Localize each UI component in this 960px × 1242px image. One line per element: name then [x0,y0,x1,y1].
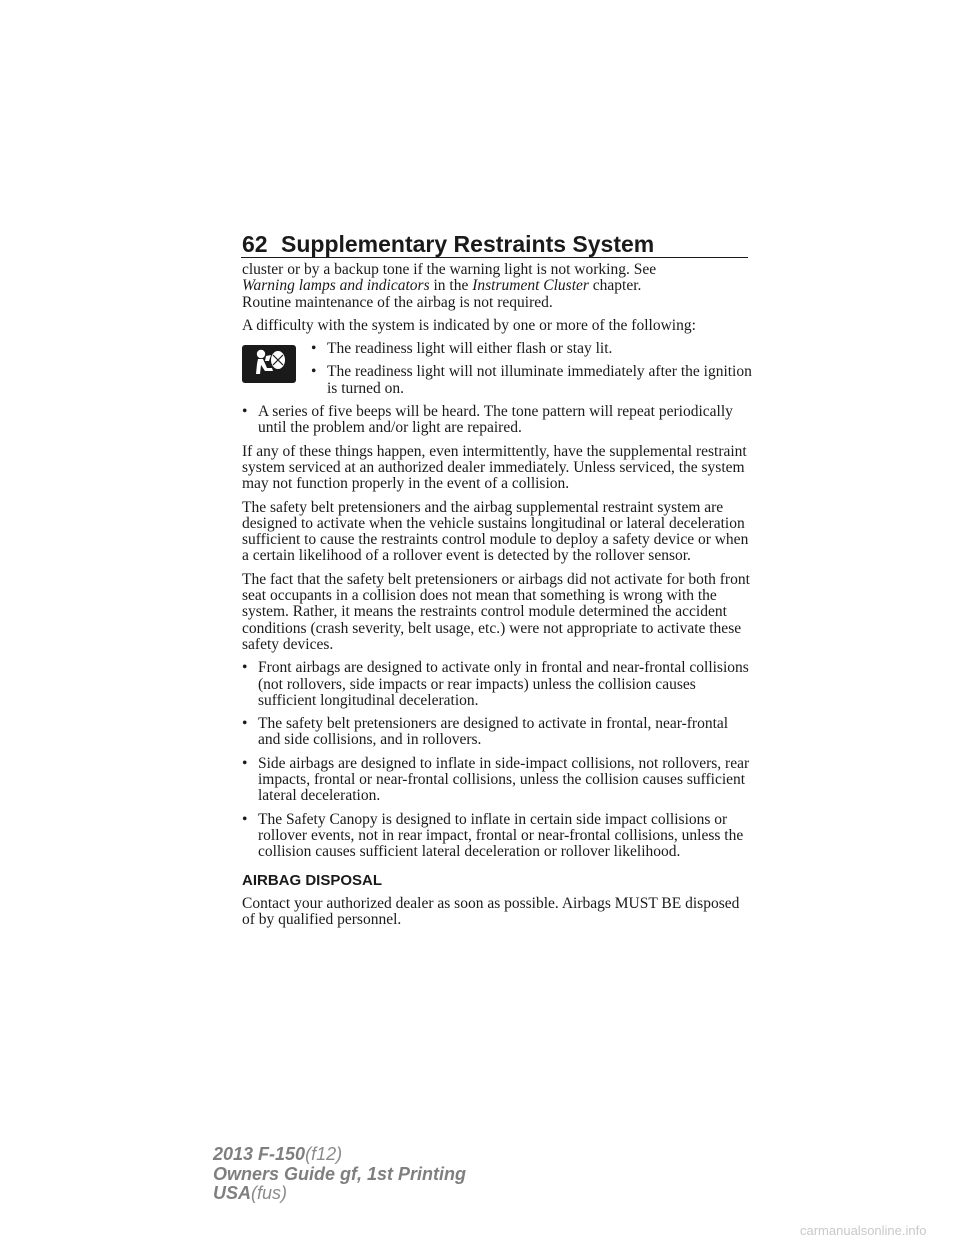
list-item: • Front airbags are designed to activate only in frontal and near-frontal collisions (not rollovers, side impacts or rear impacts) unless the collision causes sufficient longitudinal deceleration. [242,659,749,709]
footer-region-code: (fus) [251,1183,288,1203]
disposal-paragraph: Contact your authorized dealer as soon as possible. Airbags MUST BE disposed of by qualified personnel. [242,894,740,929]
readiness-light-section [242,341,752,397]
list-item: • The safety belt pretensioners are designed to activate in frontal, near-frontal and side collisions, and in rollovers. [242,715,729,749]
footer-guide: Owners Guide gf, 1st Printing [213,1163,467,1184]
list-item: • The readiness light will not illuminate immediately after the ignition is turned on. [311,363,752,397]
page-header [242,231,654,258]
instrument-cluster-reference: Instrument Cluster [472,277,589,295]
footer-model: 2013 F-150 [213,1144,306,1164]
watermark: carmanualsonline.info [800,1223,927,1238]
activation-list [242,660,752,860]
activation-fact-paragraph: The fact that the safety belt pretensioners or airbags did not activate for both front seat occupants in a collision does not mean that something is wrong with the system. Rather, it means the restraints control module determined the accident conditions (crash severity, belt usage, etc.) were not appropriate to activate these safety devices. [242,570,750,653]
pretensioners-paragraph: The safety belt pretensioners and the airbag supplemental restraint system are designed to activate when the vehicle sustains longitudinal or lateral deceleration sufficient to cause the restraints control module to deploy a safety device or when a certain likelihood of a rollover event is detected by the rollover sensor. [242,498,749,565]
page-number: 62 [242,231,268,257]
service-paragraph: If any of these things happen, even intermittently, have the supplemental restraint system serviced at an authorized dealer immediately. Unless serviced, the system may not function properly in the event of a collision. [242,442,747,493]
list-item: • The readiness light will either flash or stay lit. [311,340,613,358]
difficulty-paragraph: A difficulty with the system is indicated by one or more of the following: [242,316,696,334]
chapter-title: Supplementary Restraints System [281,231,655,257]
list-item: • The Safety Canopy is designed to inflate in certain side impact collisions or rollover events, not in rear impact, frontal or near-frontal collisions, unless the collision causes sufficient lateral deceleration or rollover likelihood. [242,810,744,861]
intro-paragraph [242,262,752,311]
header-rule [241,257,748,258]
beeps-list [242,404,752,437]
intro-connector: in the [429,277,473,295]
maintenance-note: Routine maintenance of the airbag is not required. [242,293,553,311]
warning-lamps-reference: Warning lamps and indicators [242,277,430,295]
footer-region: USA [213,1183,252,1203]
readiness-light-list [311,341,752,397]
intro-line: cluster or by a backup tone if the warning light is not working. See [242,261,657,278]
airbag-warning-icon [242,345,296,383]
footer-model-code: (f12) [305,1144,343,1164]
section-heading: AIRBAG DISPOSAL [242,871,383,889]
list-item: • A series of five beeps will be heard. The tone pattern will repeat periodically until the problem and/or light are repaired. [242,403,733,437]
list-item: • Side airbags are designed to inflate in side-impact collisions, not rollovers, rear impacts, frontal or near-frontal collisions, unless the collision causes sufficient lateral deceleration. [242,754,750,805]
page-body [242,262,752,935]
print-footer [213,1145,466,1204]
intro-end: chapter. [588,277,642,295]
